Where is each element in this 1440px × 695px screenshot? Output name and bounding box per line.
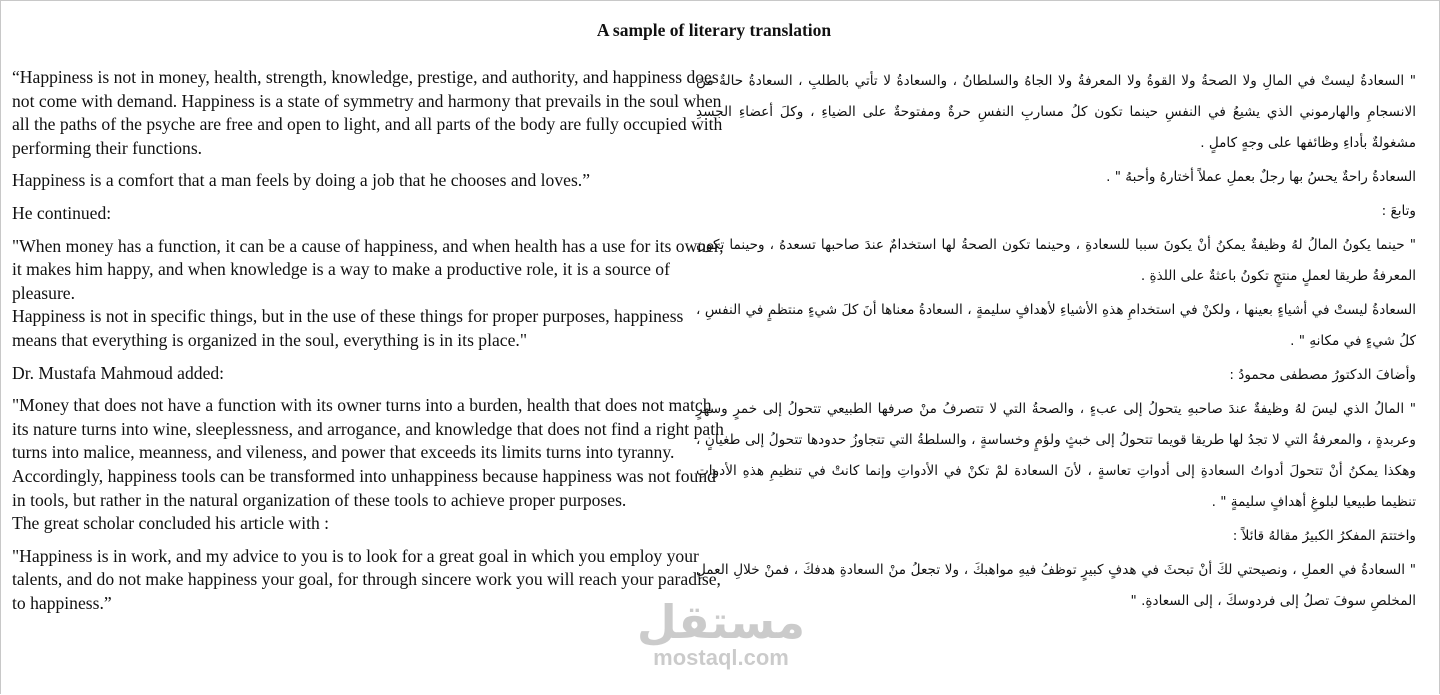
english-paragraph-4a: "When money has a function, it can be a cause of happiness, and when health has a use for its owner, it makes him happy, and when knowledge is a way to make a productive role, it is a source of pleasure. xyxy=(12,235,724,303)
arabic-paragraph-4a: " حينما يكونُ المالُ لهُ وظيفةٌ يمكنُ أنْ يكونَ سببا للسعادةِ ، وحينما تكون الصحةُ لها استخدامٌ عندَ صاحبها تسعدهُ ، وحينما تكون المعرفةُ طريقا لعملٍ منتجٍ تكونُ باعثةٌ على اللذةِ . xyxy=(696,237,1416,284)
english-paragraph-2: Happiness is a comfort that a man feels by doing a job that he chooses and loves.” xyxy=(12,170,590,191)
english-paragraph-4b: Happiness is not in specific things, but in the use of these things for proper purposes, happiness means that everything is organized in the soul, everything is in its place." xyxy=(12,306,684,350)
arabic-paragraph-6: " المالُ الذي ليسَ لهُ وظيفةٌ عندَ صاحبهِ يتحولُ إلى عبءٍ ، والصحةُ التي لا تتصرفُ منْ صرفها الطبيعي تتحولُ إلى خمرٍ وسهرٍ وعربدةٍ ، والمعرفةُ التي لا تجدُ لها طريقا قويما تتحولُ إلى خبثٍ ولؤمٍ وخساسةٍ ، والسلطةُ التي تتجاوزُ حدودها تتحولُ إلى طغيانٍ ، وهكذا يمكنُ أنْ تتحولَ أدواتُ السعادةِ إلى أدواتِ تعاسةٍ ، لأنَ السعادة لمْ تكنْ في الأدواتِ وإنما كانتْ في تنظيمِ هذهِ الأدواتِ تنظيما طبيعيا لبلوغِ أهدافٍ سليمةٍ " . xyxy=(696,401,1416,510)
english-paragraph-7: The great scholar concluded his article with : xyxy=(12,513,330,534)
arabic-paragraph-7: واختتمَ المفكرُ الكبيرُ مقالهُ قائلاً : xyxy=(1232,528,1416,544)
arabic-column xyxy=(696,66,1416,617)
english-paragraph-8: "Happiness is in work, and my advice to you is to look for a great goal in which you employ your talents, and do not make happiness your goal, for through sincere work you will reach your paradise, to happiness.” xyxy=(12,545,721,613)
arabic-paragraph-2: السعادةُ راحةٌ يحسُ بها رجلٌ بعملِ عملاً أختارهُ وأحبهُ " . xyxy=(1106,169,1416,185)
english-paragraph-3: He continued: xyxy=(12,202,112,223)
document-title: A sample of literary translation xyxy=(596,20,832,40)
arabic-paragraph-5: وأضافَ الدكتورُ مصطفى محمودُ : xyxy=(1229,367,1416,383)
english-column xyxy=(12,66,724,615)
arabic-paragraph-3: وتابعَ : xyxy=(1381,203,1416,219)
arabic-paragraph-8: " السعادةُ في العملِ ، ونصيحتي لكَ أنْ تبحثَ في هدفٍ كبيرٍ توظفُ فيهِ مواهبكَ ، ولا تجعلُ منْ السعادةِ هدفكَ ، فمنْ خلالِ العملِ المخلصِ سوفَ تصلُ إلى فردوسكَ ، إلى السعادةِ. " xyxy=(696,562,1416,609)
arabic-paragraph-1: " السعادةُ ليستْ في المالِ ولا الصحةُ ولا القوةُ ولا المعرفةُ ولا الجاهُ والسلطانُ ، والسعادةُ لا تأتي بالطلبِ ، السعادةُ حالةٌ منَ الانسجامِ والهارموني الذي يشيعُ في النفسِ حينما تكون كلُ مساربِ النفسِ حرةٌ ومفتوحةٌ على الضياءِ ، وكلَ أعضاءِ الجسدِ مشغولةٌ بأداءِ وظائفها على وجهٍ كاملٍ . xyxy=(696,73,1416,151)
watermark-arabic-logo: مستقل xyxy=(636,595,806,649)
watermark-latin-logo: mostaql.com xyxy=(653,645,789,670)
arabic-paragraph-4b: السعادةُ ليستْ في أشياءٍ بعينها ، ولكنْ في استخدامِ هذهِ الأشياءِ لأهدافٍ سليمةٍ ، السعادةُ معناها أنَ كلَ شيءٍ منتظمٍ في النفسِ ، كلُ شيءٍ في مكانهِ " . xyxy=(696,302,1416,349)
english-paragraph-5: Dr. Mustafa Mahmoud added: xyxy=(12,362,225,383)
english-paragraph-6: "Money that does not have a function with its owner turns into a burden, health that does not match its nature turns into wine, sleeplessness, and arrogance, and knowledge that does not find a right path turns into malice, meanness, and vileness, and power that exceeds its limits turns into tyranny. Accordingly, happiness tools can be transformed into unhappiness because happiness was not found in tools, but rather in the natural organization of these tools to achieve proper purposes. xyxy=(12,395,724,510)
english-paragraph-1: “Happiness is not in money, health, strength, knowledge, prestige, and authority, and happiness does not come with demand. Happiness is a state of symmetry and harmony that prevails in the soul when all the paths of the psyche are free and open to light, and all parts of the body are fully occupied with performing their functions. xyxy=(12,67,723,158)
